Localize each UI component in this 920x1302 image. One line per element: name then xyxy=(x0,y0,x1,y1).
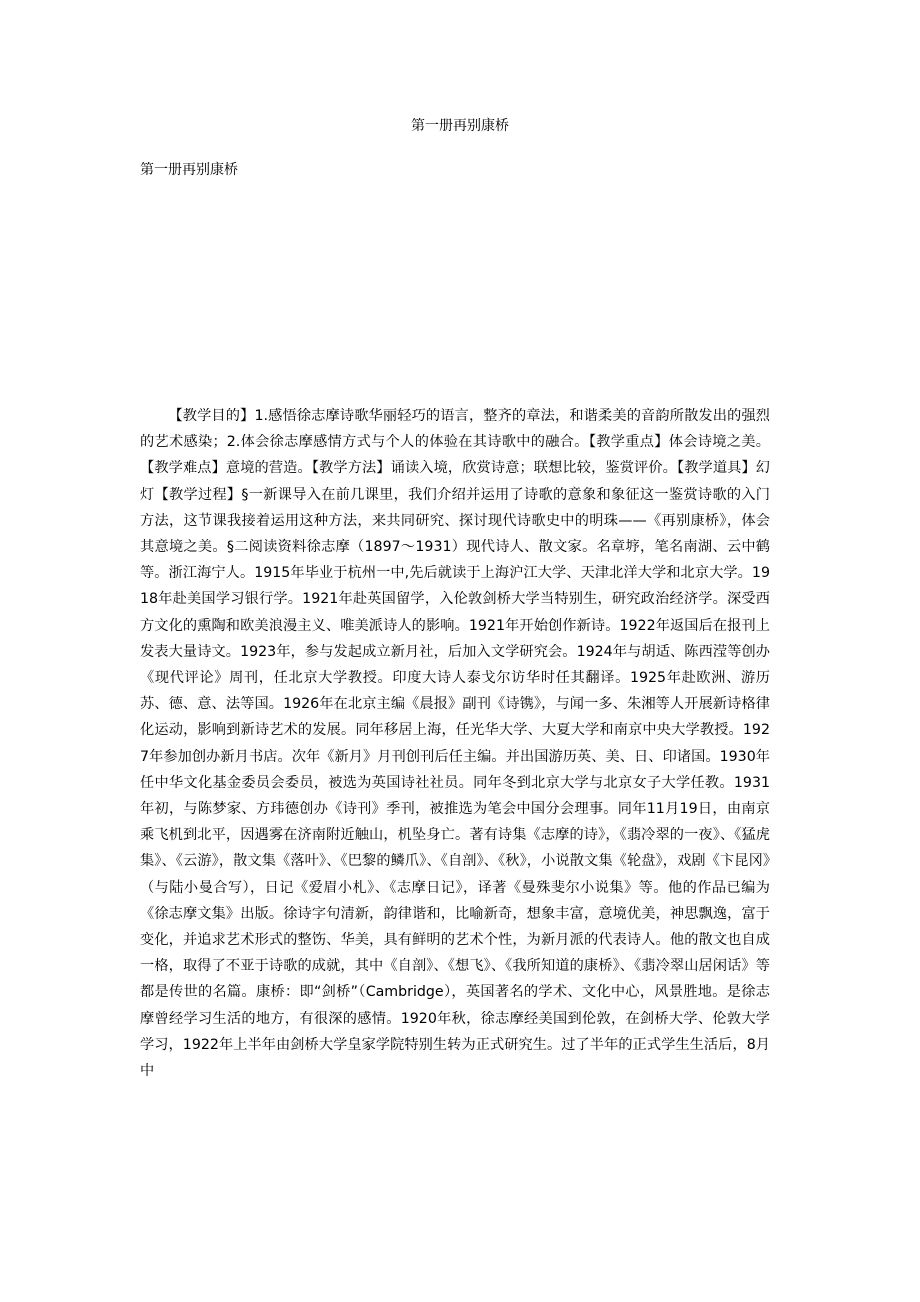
page-title: 第一册再别康桥 xyxy=(411,118,509,134)
body-paragraph: 【教学目的】1.感悟徐志摩诗歌华丽轻巧的语言，整齐的章法，和谐柔美的音韵所散发出的强烈的艺术感染；2.体会徐志摩感情方式与个人的体验在其诗歌中的融合。【教学重点】体会诗境之美。【教学难点】意境的营造。【教学方法】诵读入境，欣赏诗意；联想比较，鉴赏评价。【教学道具】幻灯【教学过程】§一新课导入在前几课里，我们介绍并运用了诗歌的意象和象征这一鉴赏诗歌的入门方法，这节课我接着运用这种方法，来共同研究、探讨现代诗歌史中的明珠——《再别康桥》，体会其意境之美。§二阅读资料徐志摩（1897～1931）现代诗人、散文家。名章垿，笔名南湖、云中鹤等。浙江海宁人。1915年毕业于杭州一中,先后就读于上海沪江大学、天津北洋大学和北京大学。1918年赴美国学习银行学。1921年赴英国留学，入伦敦剑桥大学当特别生，研究政治经济学。深受西方文化的熏陶和欧美浪漫主义、唯美派诗人的影响。1921年开始创作新诗。1922年返国后在报刊上发表大量诗文。1923年，参与发起成立新月社，后加入文学研究会。1924年与胡适、陈西滢等创办《现代评论》周刊，任北京大学教授。印度大诗人泰戈尔访华时任其翻译。1925年赴欧洲、游历苏、德、意、法等国。1926年在北京主编《晨报》副刊《诗镌》，与闻一多、朱湘等人开展新诗格律化运动，影响到新诗艺术的发展。同年移居上海，任光华大学、大夏大学和南京中央大学教授。1927年参加创办新月书店。次年《新月》月刊创刊后任主编。并出国游历英、美、日、印诸国。1930年任中华文化基金委员会委员，被选为英国诗社社员。同年冬到北京大学与北京女子大学任教。1931年初，与陈梦家、方玮德创办《诗刊》季刊，被推选为笔会中国分会理事。同年11月19日，由南京乘飞机到北平，因遇雾在济南附近触山，机坠身亡。著有诗集《志摩的诗》，《翡冷翠的一夜》、《猛虎集》、《云游》，散文集《落叶》、《巴黎的鳞爪》、《自剖》、《秋》，小说散文集《轮盘》，戏剧《卞昆冈》（与陆小曼合写），日记《爱眉小札》、《志摩日记》，译著《曼殊斐尔小说集》等。他的作品已编为《徐志摩文集》出版。徐诗字句清新，韵律谐和，比喻新奇，想象丰富，意境优美，神思飘逸，富于变化，并追求艺术形式的整饬、华美，具有鲜明的艺术个性，为新月派的代表诗人。他的散文也自成一格，取得了不亚于诗歌的成就，其中《自剖》、《想飞》、《我所知道的康桥》、《翡冷翠山居闲话》等都是传世的名篇。康桥：即“剑桥”（Cambridge），英国著名的学术、文化中心，风景胜地。是徐志摩曾经学习生活的地方，有很深的感情。1920年秋，徐志摩经美国到伦敦，在剑桥大学、伦敦大学学习，1922年上半年由剑桥大学皇家学院特别生转为正式研究生。过了半年的正式学生生活后，8月中 xyxy=(140,408,770,1080)
section-heading: 第一册再别康桥 xyxy=(140,162,238,178)
